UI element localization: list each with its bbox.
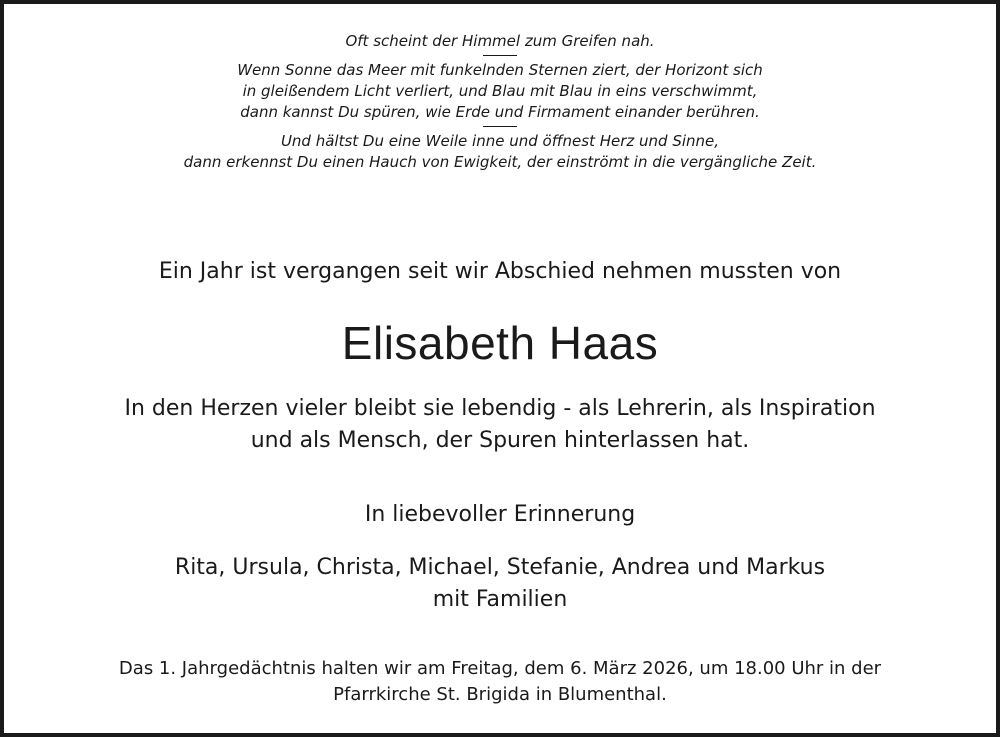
deceased-name: Elisabeth Haas	[341, 317, 659, 369]
family-names	[0, 552, 1000, 616]
poem-line: Wenn Sonne das Meer mit funkelnden Sternen ziert, der Horizont sich	[237, 61, 763, 79]
tribute-line: und als Mensch, der Spuren hinterlassen hat.	[250, 428, 750, 453]
family-line: mit Familien	[432, 587, 568, 612]
service-line: Das 1. Jahrgedächtnis halten wir am Freitag, dem 6. März 2026, um 18.00 Uhr in der	[118, 658, 882, 679]
intro-text: Ein Jahr ist vergangen seit wir Abschied nehmen mussten von	[158, 259, 842, 284]
poem-line: Oft scheint der Himmel zum Greifen nah.	[345, 32, 655, 50]
tribute-text	[0, 393, 1000, 457]
service-line: Pfarrkirche St. Brigida in Blumenthal.	[333, 684, 667, 705]
poem-line: dann kannst Du spüren, wie Erde und Firmament einander berühren.	[240, 103, 760, 121]
tribute-line: In den Herzen vieler bleibt sie lebendig - als Lehrerin, als Inspiration	[124, 396, 876, 421]
poem-line: Und hältst Du eine Weile inne und öffnest Herz und Sinne,	[280, 132, 720, 150]
poem	[0, 31, 1000, 173]
poem-separator	[483, 126, 517, 127]
poem-line: dann erkennst Du einen Hauch von Ewigkeit, der einströmt in die vergängliche Zeit.	[183, 153, 817, 171]
family-line: Rita, Ursula, Christa, Michael, Stefanie, Andrea und Markus	[174, 555, 826, 580]
poem-separator	[483, 55, 517, 56]
service-info	[0, 656, 1000, 708]
poem-line: in gleißendem Licht verliert, und Blau mit Blau in eins verschwimmt,	[242, 82, 758, 100]
memory-text: In liebevoller Erinnerung	[364, 502, 636, 527]
